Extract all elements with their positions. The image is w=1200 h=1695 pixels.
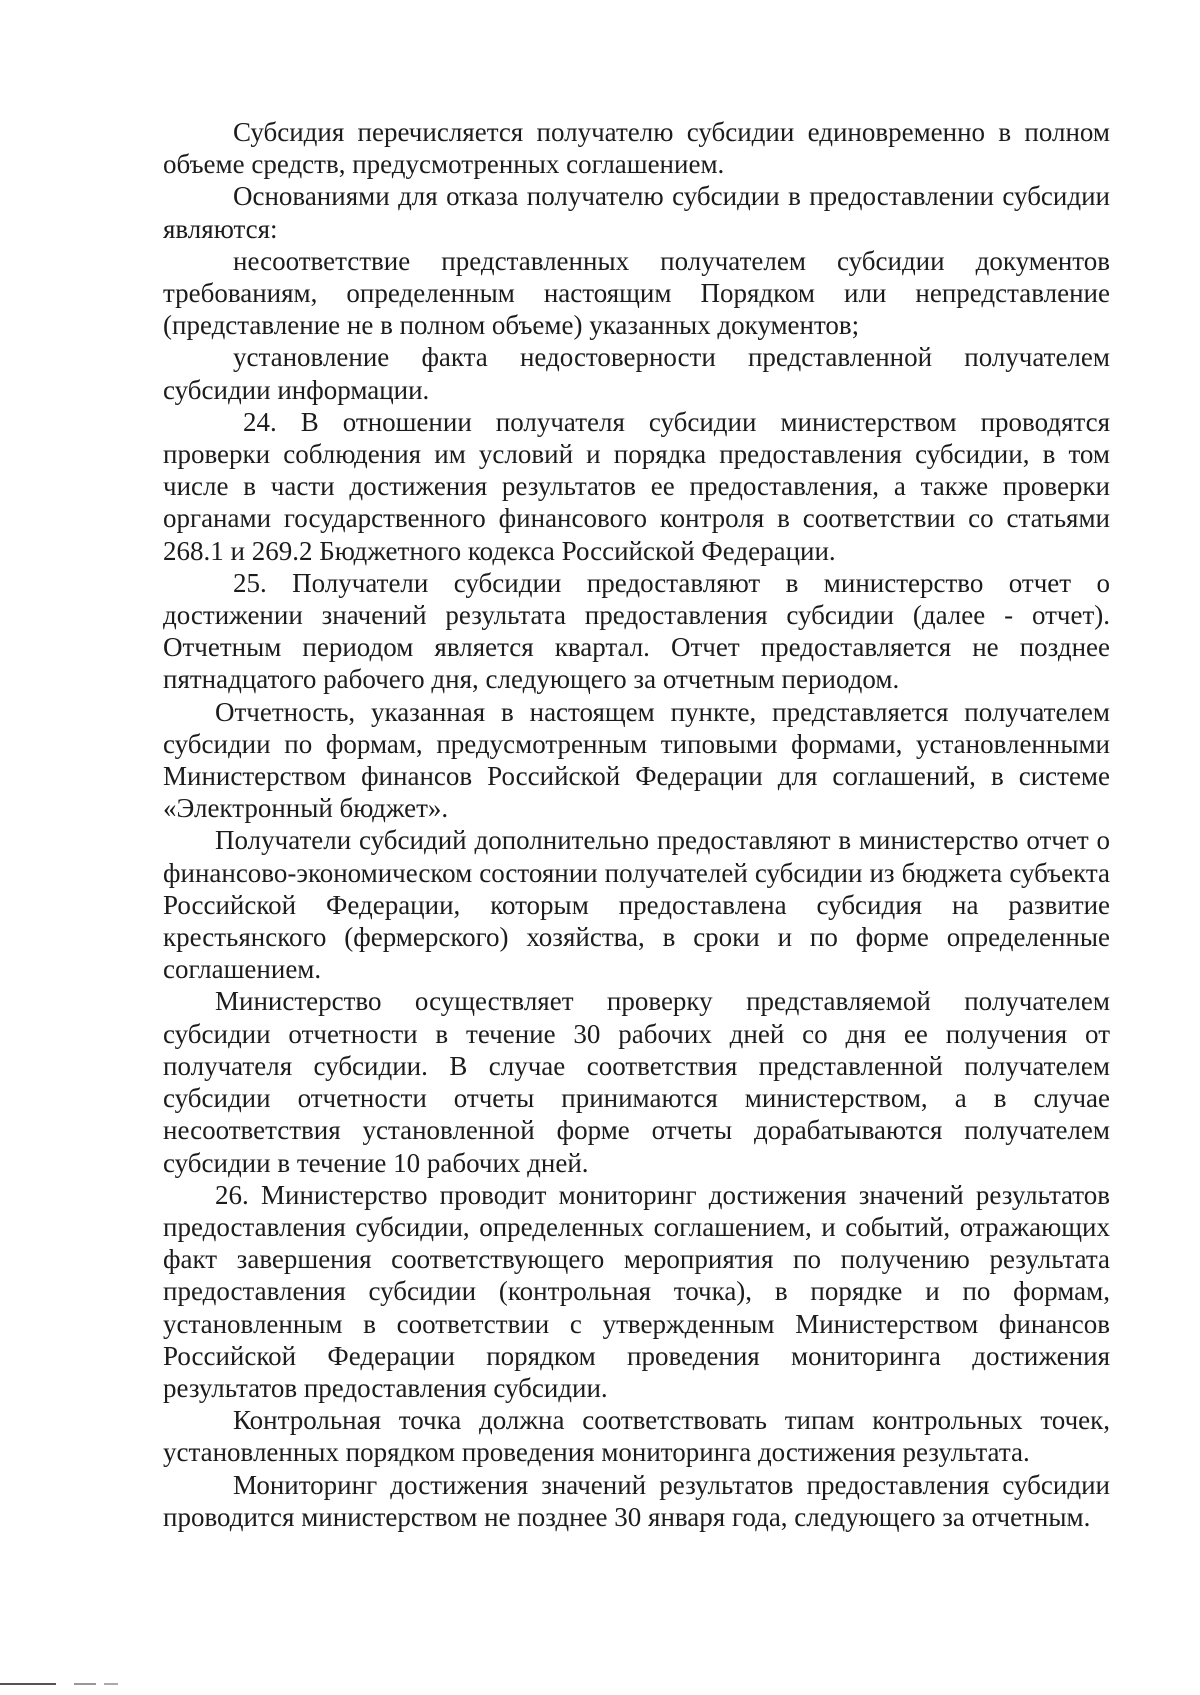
paragraph: Отчетность, указанная в настоящем пункте, представляется получателем субсидии по формам, предусмотренным типовыми формами, установленными Министерством финансов Российской Федерации для соглашений, в системе «Электронный бюджет». [163,696,1110,824]
paragraph: несоответствие представленных получателем субсидии документов требованиям, определенным настоящим Порядком или непредставление (представление не в полном объеме) указанных документов; [163,245,1110,341]
paragraph: Мониторинг достижения значений результатов предоставления субсидии проводится министерством не позднее 30 января года, следующего за отчетным. [163,1469,1110,1532]
scan-artifact [104,1683,118,1685]
paragraph: 25. Получатели субсидии предоставляют в министерство отчет о достижении значений результата предоставления субсидии (далее - отчет). Отчетным периодом является квартал. Отчет предоставляется не позднее пятнадцатого рабочего дня, следующего за отчетным периодом. [163,567,1110,695]
paragraph: 24. В отношении получателя субсидии министерством проводятся проверки соблюдения им условий и порядка предоставления субсидии, в том числе в части достижения результатов ее предоставления, а также проверки органами государственного финансового контроля в соответствии со статьями 268.1 и 269.2 Бюджетного кодекса Российской Федерации. [163,406,1110,566]
paragraph: Контрольная точка должна соответствовать типам контрольных точек, установленных порядком проведения мониторинга достижения результата. [163,1405,1110,1468]
paragraph: установление факта недостоверности представленной получателем субсидии информации. [163,342,1110,405]
paragraph: Субсидия перечисляется получателю субсидии единовременно в полном объеме средств, предусмотренных соглашением. [163,117,1110,180]
paragraph: Основаниями для отказа получателю субсидии в предоставлении субсидии являются: [163,181,1110,244]
scan-artifact [0,1683,56,1685]
document-body [163,116,1110,1533]
paragraph: 26. Министерство проводит мониторинг достижения значений результатов предоставления субсидии, определенных соглашением, и событий, отражающих факт завершения соответствующего мероприятия по получению результата предоставления субсидии (контрольная точка), в порядке и по формам, установленным в соответствии с утвержденным Министерством финансов Российской Федерации порядком проведения мониторинга достижения результатов предоставления субсидии. [163,1179,1110,1403]
paragraph: Министерство осуществляет проверку представляемой получателем субсидии отчетности в течение 30 рабочих дней со дня ее получения от получателя субсидии. В случае соответствия представленной получателем субсидии отчетности отчеты принимаются министерством, а в случае несоответствия установленной форме отчеты дорабатываются получателем субсидии в течение 10 рабочих дней. [163,986,1110,1178]
paragraph: Получатели субсидий дополнительно предоставляют в министерство отчет о финансово-экономическом состоянии получателей субсидии из бюджета субъекта Российской Федерации, которым предоставлена субсидия на развитие крестьянского (фермерского) хозяйства, в сроки и по форме определенные соглашением. [163,825,1110,985]
scan-artifact [74,1683,96,1685]
